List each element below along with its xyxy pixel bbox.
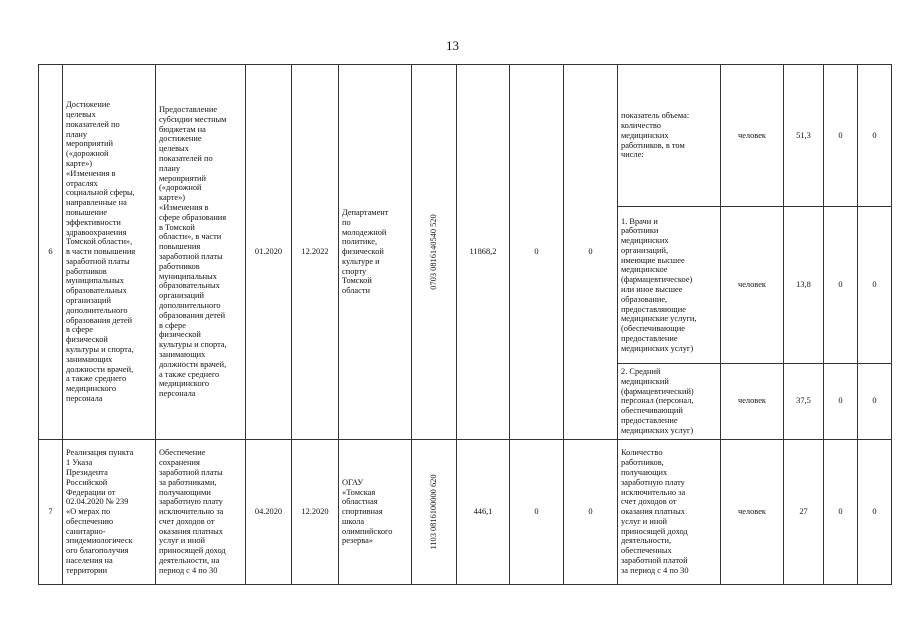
indicator-value: 37,5: [784, 363, 824, 439]
end-date: 12.2022: [292, 65, 339, 440]
row-number: 6: [39, 65, 63, 440]
row-number: 7: [39, 440, 63, 585]
table-row: [39, 440, 892, 585]
value-year-3: 0: [564, 440, 618, 585]
indicator-value-3: 0: [858, 207, 892, 363]
indicator-value-2: 0: [824, 440, 858, 585]
value-year-2: 0: [510, 440, 564, 585]
budget-code: 1103 0816100000 620: [429, 474, 439, 550]
indicator-value-2: 0: [824, 207, 858, 363]
program-measures-table: [38, 64, 892, 585]
executor-cell: ОГАУ «Томская областная спортивная школа олимпийского резерва»: [339, 440, 412, 585]
goal-cell: Достижение целевых показателей по плану мероприятий («дорожной карте») «Изменения в отраслях социальной сферы, направленные на повышение эффективности здравоохранения Томской области», в части повышения заработной платы работников муниципальных образовательных организаций дополнительного образования детей в сфере физической культуры и спорта, занимающих должности врачей, а также среднего медицинского персонала: [63, 65, 156, 440]
indicator-unit: человек: [721, 363, 784, 439]
end-date: 12.2020: [292, 440, 339, 585]
indicator-value-2: 0: [824, 65, 858, 207]
budget-code: 0703 0816140540 520: [429, 214, 439, 290]
amount: 446,1: [457, 440, 510, 585]
value-year-2: 0: [510, 65, 564, 440]
start-date: 01.2020: [246, 65, 292, 440]
page-number: 13: [446, 38, 459, 53]
indicator-value-2: 0: [824, 363, 858, 439]
start-date: 04.2020: [246, 440, 292, 585]
executor-cell: Департамент по молодежной политике, физической культуре и спорту Томской области: [339, 65, 412, 440]
table-row: [39, 65, 892, 207]
indicator-unit: человек: [721, 207, 784, 363]
indicator-value: 51,3: [784, 65, 824, 207]
indicator-value-3: 0: [858, 65, 892, 207]
indicator-name: показатель объема: количество медицинских работников, в том числе:: [618, 65, 721, 207]
goal-cell: Реализация пункта 1 Указа Президента Российской Федерации от 02.04.2020 № 239 «О мерах по обеспечению санитарно- эпидемиологическ ого благополучия населения на территории: [63, 440, 156, 585]
indicator-value-3: 0: [858, 440, 892, 585]
indicator-unit: человек: [721, 65, 784, 207]
indicator-name: 1. Врачи и работники медицинских организаций, имеющие высшее медицинское (фармацевтическое) или иное высшее образование, предоставляющие медицинские услуги, (обеспечивающие предоставление медицинских услуг): [618, 207, 721, 363]
indicator-value: 27: [784, 440, 824, 585]
indicator-value: 13,8: [784, 207, 824, 363]
budget-code-cell: [412, 65, 457, 440]
value-year-3: 0: [564, 65, 618, 440]
amount: 11868,2: [457, 65, 510, 440]
measure-cell: Обеспечение сохранения заработной платы за работниками, получающими заработную плату исключительно за счет доходов от оказания платных услуг и иной приносящей доход деятельности, на период с 4 по 30: [156, 440, 246, 585]
indicator-value-3: 0: [858, 363, 892, 439]
indicator-unit: человек: [721, 440, 784, 585]
budget-code-cell: [412, 440, 457, 585]
indicator-name: 2. Средний медицинский (фармацевтический) персонал (персонал, обеспечивающий предоставление медицинских услуг): [618, 363, 721, 439]
indicator-name: Количество работников, получающих заработную плату исключительно за счет доходов от оказания платных услуг и иной приносящей доход деятельности, обеспеченных заработной платой за период с 4 по 30: [618, 440, 721, 585]
measure-cell: Предоставление субсидии местным бюджетам на достижение целевых показателей по плану мероприятий («дорожной карте») «Изменения в сфере образования в Томской области», в части повышения заработной платы работников муниципальных образовательных организаций дополнительного образования детей в сфере физической культуры и спорта, занимающих должности врачей, а также среднего медицинского персонала: [156, 65, 246, 440]
